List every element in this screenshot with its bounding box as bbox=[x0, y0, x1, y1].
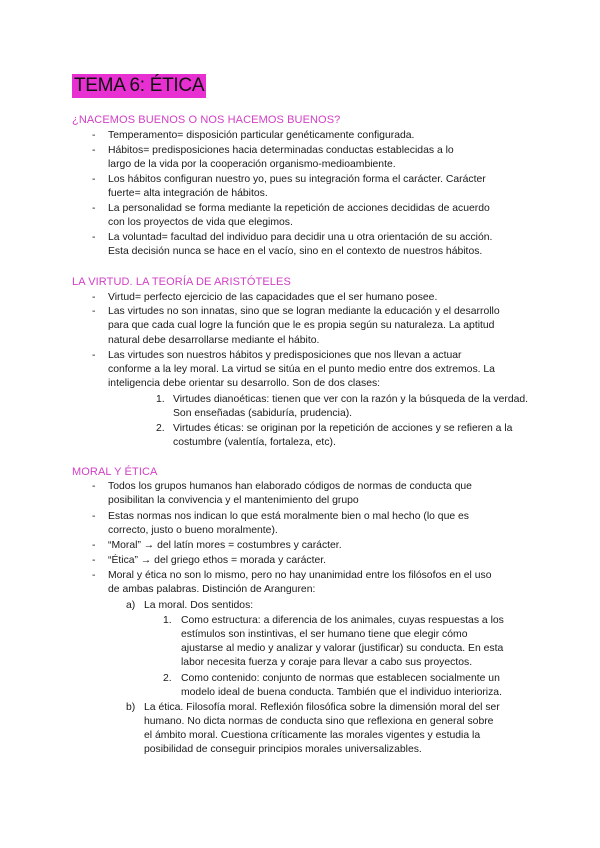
text-line: natural debe desarrollarse mediante el hábito. bbox=[108, 335, 320, 346]
text-line: “Moral” → del latín mores = costumbres y carácter. bbox=[108, 540, 342, 551]
text-line: para que cada cual logre la función que le es propia según su naturaleza. La aptitud bbox=[108, 320, 495, 331]
bullet-dash: - bbox=[92, 570, 96, 581]
list-letter: a) bbox=[126, 600, 136, 611]
text-line: La voluntad= facultad del individuo para decidir una u otra orientación de su acción. bbox=[108, 232, 493, 243]
text-line: La moral. Dos sentidos: bbox=[144, 600, 254, 611]
bullet-dash: - bbox=[92, 232, 96, 243]
text-line: Estas normas nos indican lo que está moralmente bien o mal hecho (lo que es bbox=[108, 511, 469, 522]
section-heading-3: MORAL Y ÉTICA bbox=[72, 466, 158, 478]
list-number: 2. bbox=[163, 673, 172, 684]
text-line: Hábitos= predisposiciones hacia determinadas conductas establecidas a lo bbox=[108, 145, 454, 156]
text-line: Son enseñadas (sabiduría, prudencia). bbox=[173, 408, 353, 419]
bullet-dash: - bbox=[92, 350, 96, 361]
bullet-dash: - bbox=[92, 292, 96, 303]
text-line: el ámbito moral. Cuestiona críticamente las morales vigentes y estudia la bbox=[144, 730, 481, 741]
text-line: Moral y ética no son lo mismo, pero no hay unanimidad entre los filósofos en el uso bbox=[108, 570, 492, 581]
text-line: fuerte= alta integración de hábitos. bbox=[108, 188, 268, 199]
text-line: correcto, justo o bueno moralmente). bbox=[108, 525, 278, 536]
bullet-dash: - bbox=[92, 130, 96, 141]
bullet-dash: - bbox=[92, 540, 96, 551]
text-line: con los proyectos de vida que elegimos. bbox=[108, 217, 293, 228]
text-line: costumbre (valentía, fortaleza, etc). bbox=[173, 437, 336, 448]
text-line: estímulos son instintivas, el ser humano tiene que elegir cómo bbox=[181, 629, 468, 640]
text-line: ajustarse al medio y analizar y valorar (justificar) su conducta. En esta bbox=[181, 643, 504, 654]
text-line: conforme a la ley moral. La virtud se sitúa en el punto medio entre dos extremos. La bbox=[108, 364, 495, 375]
page-title: TEMA 6: ÉTICA bbox=[74, 75, 205, 96]
text-line: Todos los grupos humanos han elaborado códigos de normas de conducta que bbox=[108, 481, 472, 492]
text-line: Los hábitos configuran nuestro yo, pues su integración forma el carácter. Carácter bbox=[108, 174, 486, 185]
text-line: modelo ideal de buena conducta. También que el individuo interioriza. bbox=[181, 687, 502, 698]
bullet-dash: - bbox=[92, 306, 96, 317]
bullet-dash: - bbox=[92, 555, 96, 566]
text-line: largo de la vida por la cooperación organismo-medioambiente. bbox=[108, 159, 396, 170]
text-line: posibilidad de conseguir principios morales universalizables. bbox=[144, 744, 422, 755]
bullet-dash: - bbox=[92, 145, 96, 156]
text-line: Como contenido: conjunto de normas que establecen socialmente un bbox=[181, 673, 500, 684]
section-heading-2: LA VIRTUD. LA TEORÍA DE ARISTÓTELES bbox=[72, 276, 291, 288]
text-line: de ambas palabras. Distinción de Aranguren: bbox=[108, 584, 316, 595]
list-number: 1. bbox=[156, 394, 165, 405]
text-line: “Ética” → del griego ethos = morada y carácter. bbox=[108, 555, 327, 566]
list-letter: b) bbox=[126, 702, 136, 713]
text-line: La ética. Filosofía moral. Reflexión filosófica sobre la dimensión moral del ser bbox=[144, 702, 500, 713]
bullet-dash: - bbox=[92, 481, 96, 492]
list-number: 1. bbox=[163, 615, 172, 626]
text-line: Temperamento= disposición particular genéticamente configurada. bbox=[108, 130, 415, 141]
bullet-dash: - bbox=[92, 511, 96, 522]
bullet-dash: - bbox=[92, 174, 96, 185]
list-number: 2. bbox=[156, 423, 165, 434]
text-line: Virtudes éticas: se originan por la repetición de acciones y se refieren a la bbox=[173, 423, 513, 434]
text-line: inteligencia debe orientar su desarrollo. Son de dos clases: bbox=[108, 378, 381, 389]
text-line: Virtud= perfecto ejercicio de las capacidades que el ser humano posee. bbox=[108, 292, 438, 303]
section-heading-1: ¿NACEMOS BUENOS O NOS HACEMOS BUENOS? bbox=[72, 114, 341, 126]
text-line: Virtudes dianoéticas: tienen que ver con la razón y la búsqueda de la verdad. bbox=[173, 394, 529, 405]
text-line: humano. No dicta normas de conducta sino que reflexiona en general sobre bbox=[144, 716, 494, 727]
text-line: Esta decisión nunca se hace en el vacío, sino en el contexto de nuestros hábitos. bbox=[108, 246, 483, 257]
text-line: posibilitan la convivencia y el mantenimiento del grupo bbox=[108, 495, 359, 506]
text-line: Las virtudes no son innatas, sino que se logran mediante la educación y el desarrollo bbox=[108, 306, 500, 317]
text-line: labor necesita fuerza y coraje para llevar a cabo sus proyectos. bbox=[181, 657, 473, 668]
text-line: Las virtudes son nuestros hábitos y predisposiciones que nos llevan a actuar bbox=[108, 350, 462, 361]
text-line: Como estructura: a diferencia de los animales, cuyas respuestas a los bbox=[181, 615, 504, 626]
text-line: La personalidad se forma mediante la repetición de acciones decididas de acuerdo bbox=[108, 203, 490, 214]
bullet-dash: - bbox=[92, 203, 96, 214]
